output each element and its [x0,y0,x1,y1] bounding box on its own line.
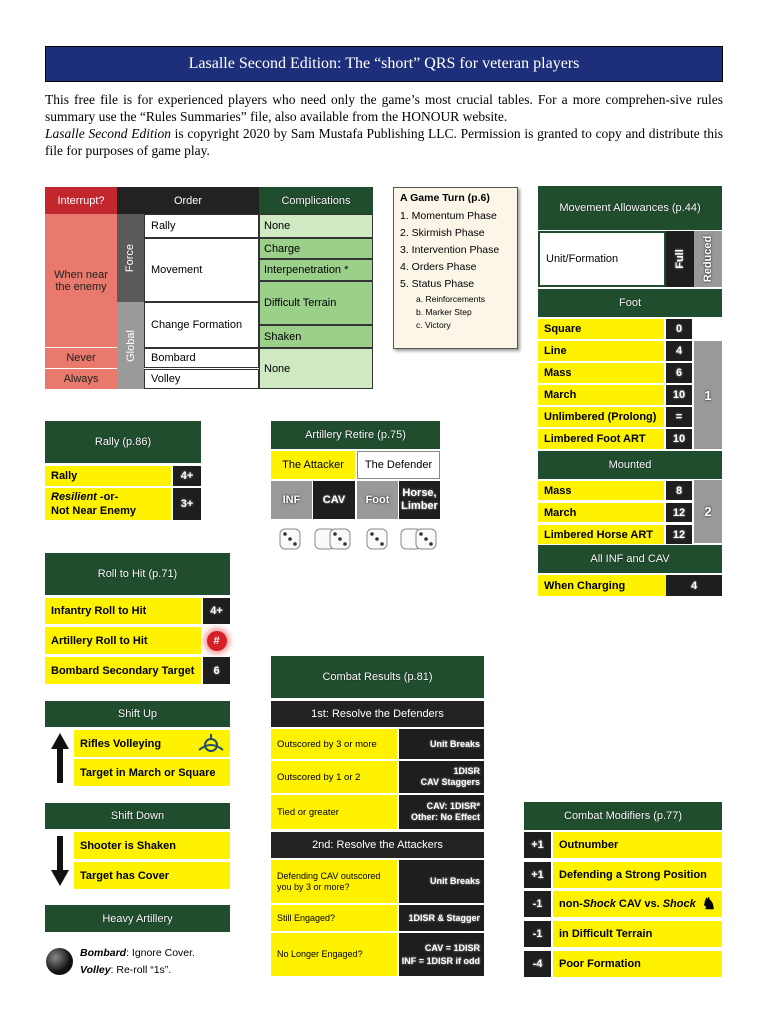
shift-down-title: Shift Down [45,803,230,829]
modifier-label: Defending a Strong Position [553,862,722,888]
phase-item: 5. Status Phase [400,278,475,290]
mounted-row-value: 12 [666,525,692,544]
modifier-value: +1 [524,832,551,858]
rally-row-value: 4+ [173,466,201,486]
resilient-row-value: 3+ [173,488,201,520]
force-bar: Force [117,214,144,302]
bombard-secondary-value: 6 [203,657,230,684]
horse-limber-cell: Horse, Limber [399,481,440,519]
foot-row-value: 10 [666,385,692,405]
mounted-reduced-value: 2 [694,480,722,543]
attacker-result-value: Unit Breaks [399,860,484,903]
mounted-row-label: Mass [538,481,664,500]
comp-none-1: None [259,214,373,238]
modifier-label: non- Shock CAV vs. Shock ♞ [553,891,722,917]
intro-text [45,91,723,159]
target-has-cover: Target has Cover [74,862,230,889]
intro-paragraph-2: Lasalle Second Edition is copyright 2020 by Sam Mustafa Publishing LLC. Permission is granted to copy and distribute this file for purposes of game play. [45,126,723,158]
mounted-row-label: March [538,503,664,522]
order-volley: Volley [144,369,259,389]
mounted-row-value: 12 [666,503,692,522]
combat-modifiers-title: Combat Modifiers (p.77) [524,802,722,830]
order-header: Order [117,187,259,214]
mounted-row-label: Limbered Horse ART [538,525,664,544]
all-inf-cav-header: All INF and CAV [538,545,722,573]
dice-icon [275,526,440,552]
attacker-result-label: Defending CAV outscored you by 3 or more? [271,860,397,903]
modifier-value: -1 [524,921,551,947]
heavy-art-text: Bombard: Ignore Cover. Volley: Re-roll “1s”. [80,947,195,976]
attacker-result-label: No Longer Engaged? [271,933,397,976]
always-cell: Always [45,369,117,389]
modifier-label: Outnumber [553,832,722,858]
foot-row-label: Unlimbered (Prolong) [538,407,664,427]
page-title: Lasalle Second Edition: The “short” QRS for veteran players [45,46,723,82]
target-in-march-or-square: Target in March or Square [74,759,230,786]
artillery-roll-label: Artillery Roll to Hit [45,627,201,654]
never-cell: Never [45,348,117,368]
attacker-result-label: Still Engaged? [271,905,397,931]
complications-header: Complications [259,187,373,214]
modifier-label: Poor Formation [553,951,722,977]
resilient-row-label: Resilient -or- Not Near Enemy [45,488,171,520]
attacker-result-value: CAV = 1DISR INF = 1DISR if odd [399,933,484,976]
infantry-roll-value: 4+ [203,598,230,624]
foot-reduced-value: 1 [694,341,722,449]
game-turn-title: A Game Turn (p.6) [400,192,490,204]
sub-phase-item: b. Marker Step [416,307,472,317]
up-arrow-icon [50,731,70,785]
heavy-artillery-title: Heavy Artillery [45,905,230,932]
comp-none-2: None [259,348,373,389]
comp-shaken: Shaken [259,325,373,348]
sub-phase-item: a. Reinforcements [416,294,485,304]
intro-paragraph-1: This free file is for experienced players who need only the game’s most crucial tables. For a more comprehen-sive rules summary use the “Rules Summaries” file, also available from the HONOUR website. [45,92,723,124]
rally-title: Rally (p.86) [45,421,201,463]
roll-to-hit-title: Roll to Hit (p.71) [45,553,230,595]
cav-cell: CAV [313,481,355,519]
art-retire-title: Artillery Retire (p.75) [271,421,440,449]
attacker-result-value: 1DISR & Stagger [399,905,484,931]
order-rally: Rally [144,214,259,238]
modifier-label: in Difficult Terrain [553,921,722,947]
bugle-horn-icon [196,732,226,754]
modifier-value: -1 [524,891,551,917]
global-bar: Global [117,302,144,389]
defender-result-label: Tied or greater [271,795,397,829]
inf-cell: INF [271,481,312,519]
bombard-secondary-label: Bombard Secondary Target [45,657,201,684]
comp-charge: Charge [259,238,373,259]
defender-result-value: 1DISR CAV Staggers [399,761,484,793]
defender-result-value: CAV: 1DISR* Other: No Effect [399,795,484,829]
foot-row-value: 10 [666,429,692,449]
cannonball-icon [46,948,73,975]
infantry-roll-label: Infantry Roll to Hit [45,598,201,624]
horse-icon: ♞ [701,896,717,913]
foot-row-label: Mass [538,363,664,383]
defender-result-label: Outscored by 3 or more [271,729,397,759]
phase-item: 3. Intervention Phase [400,244,500,256]
shooter-is-shaken: Shooter is Shaken [74,832,230,859]
unit-formation-label: Unit/Formation [538,231,666,287]
modifier-value: -4 [524,951,551,977]
foot-header: Foot [538,289,722,317]
defender-result-value: Unit Breaks [399,729,484,759]
rally-row-label: Rally [45,466,171,486]
phase-item: 1. Momentum Phase [400,210,497,222]
shift-up-title: Shift Up [45,701,230,727]
combat-results-title: Combat Results (p.81) [271,656,484,698]
rifles-volleying: Rifles Volleying [74,730,230,757]
comp-difficult-terrain: Difficult Terrain [259,281,373,325]
foot-row-value: 6 [666,363,692,383]
reduced-header: Reduced [694,231,722,287]
modifier-value: +1 [524,862,551,888]
when-near-enemy: When near the enemy [45,214,117,347]
defender-result-label: Outscored by 1 or 2 [271,761,397,793]
mounted-row-value: 8 [666,481,692,500]
when-charging-value: 4 [666,575,722,596]
foot-row-value: 4 [666,341,692,361]
full-header: Full [666,231,694,287]
interrupt-header: Interrupt? [45,187,117,214]
when-charging-label: When Charging [538,575,666,596]
sub-phase-item: c. Victory [416,320,451,330]
comp-interpenetration: Interpenetration * [259,259,373,281]
order-movement: Movement [144,238,259,302]
attacker-header: The Attacker [271,451,355,479]
phase-item: 2. Skirmish Phase [400,227,485,239]
foot-row-value: 0 [666,319,692,339]
down-arrow-icon [50,834,70,888]
foot-row-label: Square [538,319,664,339]
phase-item: 4. Orders Phase [400,261,477,273]
foot-row-label: Line [538,341,664,361]
resolve-attackers-header: 2nd: Resolve the Attackers [271,832,484,858]
defender-header: The Defender [357,451,440,479]
resolve-defenders-header: 1st: Resolve the Defenders [271,701,484,727]
game-turn-box [393,187,518,349]
foot-row-value: = [666,407,692,427]
foot-cell: Foot [357,481,398,519]
foot-row-label: Limbered Foot ART [538,429,664,449]
foot-row-label: March [538,385,664,405]
intro-italic: Lasalle Second Edition [45,126,171,141]
movement-title: Movement Allowances (p.44) [538,186,722,230]
mounted-header: Mounted [538,451,722,479]
order-bombard: Bombard [144,348,259,368]
artillery-roll-value: # [203,627,230,654]
order-change-formation: Change Formation [144,302,259,348]
